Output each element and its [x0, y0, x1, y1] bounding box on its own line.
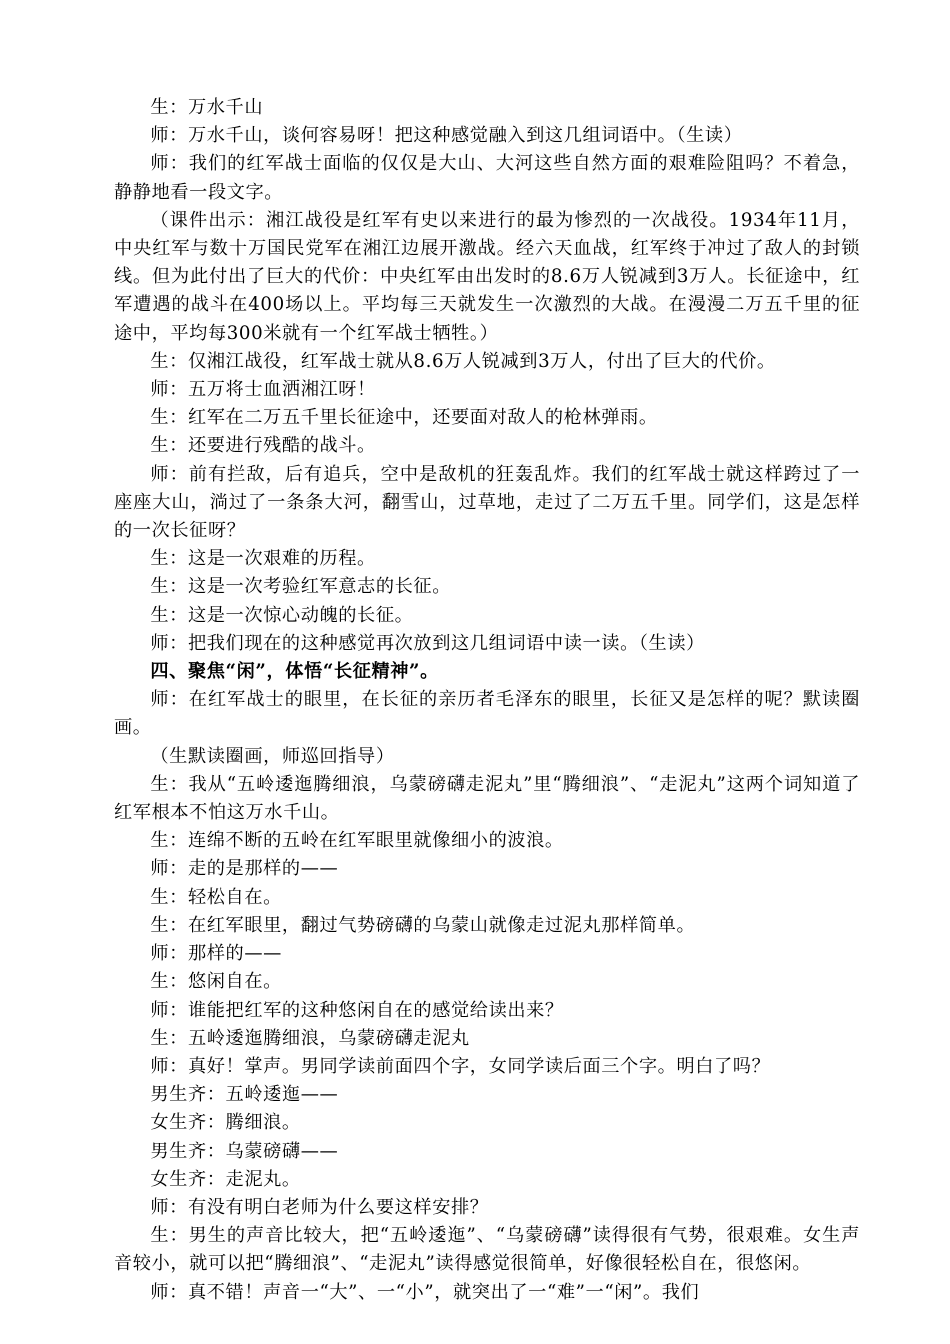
paragraph: 师：前有拦敌，后有追兵，空中是敌机的狂轰乱炸。我们的红军战士就这样跨过了一座座大山，淌过了一条条大河，翻雪山，过草地，走过了二万五千里。同学们，这是怎样的一次长征呀？	[114, 463, 860, 542]
paragraph: 师：走的是那样的——	[150, 858, 339, 880]
paragraph: 生：还要进行残酷的战斗。	[150, 435, 376, 457]
paragraph: 师：真好！掌声。男同学读前面四个字，女同学读后面三个字。明白了吗？	[150, 1055, 771, 1077]
paragraph: 师：把我们现在的这种感觉再次放到这几组词语中读一读。（生读）	[150, 632, 705, 654]
paragraph: 生：在红军眼里，翻过气势磅礴的乌蒙山就像走过泥丸那样简单。	[150, 914, 696, 936]
paragraph: 师：谁能把红军的这种悠闲自在的感觉给读出来？	[150, 999, 564, 1021]
paragraph: （生默读圈画，师巡回指导）	[150, 745, 395, 767]
paragraph: 师：有没有明白老师为什么要这样安排？	[150, 1196, 489, 1218]
paragraph: 生：五岭逶迤腾细浪，乌蒙磅礴走泥丸	[150, 1027, 470, 1049]
paragraph: 女生齐：走泥丸。	[150, 1168, 301, 1190]
paragraph: 生：仅湘江战役，红军战士就从8.6万人锐减到3万人，付出了巨大的代价。	[150, 350, 776, 372]
paragraph: 生：红军在二万五千里长征途中，还要面对敌人的枪林弹雨。	[150, 407, 658, 429]
paragraph: 生：我从“五岭逶迤腾细浪，乌蒙磅礴走泥丸”里“腾细浪”、“走泥丸”这两个词知道了红军根本不怕这万水千山。	[114, 773, 860, 824]
paragraph: 生：这是一次考验红军意志的长征。	[150, 576, 451, 598]
paragraph: 师：我们的红军战士面临的仅仅是大山、大河这些自然方面的艰难险阻吗？不着急，静静地看一段文字。	[114, 153, 860, 203]
paragraph: 生：悠闲自在。	[150, 971, 282, 993]
paragraph: 师：五万将士血洒湘江呀！	[150, 379, 376, 401]
paragraph: 师：真不错！声音一“大”、一“小”，就突出了一“难”一“闲”。我们	[150, 1281, 700, 1303]
paragraph: 生：万水千山	[150, 97, 264, 118]
paragraph: 生：男生的声音比较大，把“五岭逶迤”、“乌蒙磅礴”读得很有气势，很艰难。女生声音较小，就可以把“腾细浪”、“走泥丸”读得感觉很简单，好像很轻松自在，很悠闲。	[114, 1225, 860, 1275]
paragraph: 生：轻松自在。	[150, 886, 282, 908]
paragraph: 男生齐：五岭逶迤——	[150, 1084, 339, 1106]
paragraph: 女生齐：腾细浪。	[150, 1112, 301, 1134]
paragraph: 生：这是一次艰难的历程。	[150, 548, 376, 570]
paragraph: 生：连绵不断的五岭在红军眼里就像细小的波浪。	[150, 830, 564, 852]
paragraph: 师：万水千山，谈何容易呀！把这种感觉融入到这几组词语中。（生读）	[150, 125, 743, 147]
paragraph: 师：在红军战士的眼里，在长征的亲历者毛泽东的眼里，长征又是怎样的呢？默读圈画。	[114, 689, 860, 739]
paragraph: 生：这是一次惊心动魄的长征。	[150, 604, 414, 626]
section-heading: 四、聚焦“闲”，体悟“长征精神”。	[150, 661, 439, 683]
paragraph: （课件出示：湘江战役是红军有史以来进行的最为惨烈的一次战役。1934年11月，中央红军与数十万国民党军在湘江边展开激战。经六天血战，红军终于冲过了敌人的封锁线。但为此付出了巨大的代价：中央红军由出发时的8.6万人锐减到3万人。长征途中，红军遭遇的战斗在400场以上。平均每三天就发生一次激烈的大战。在漫漫二万五千里的征途中，平均每300米就有一个红军战士牺牲。）	[114, 209, 860, 344]
paragraph: 男生齐：乌蒙磅礴——	[150, 1140, 339, 1162]
paragraph: 师：那样的——	[150, 943, 282, 965]
document-body	[114, 94, 860, 1307]
